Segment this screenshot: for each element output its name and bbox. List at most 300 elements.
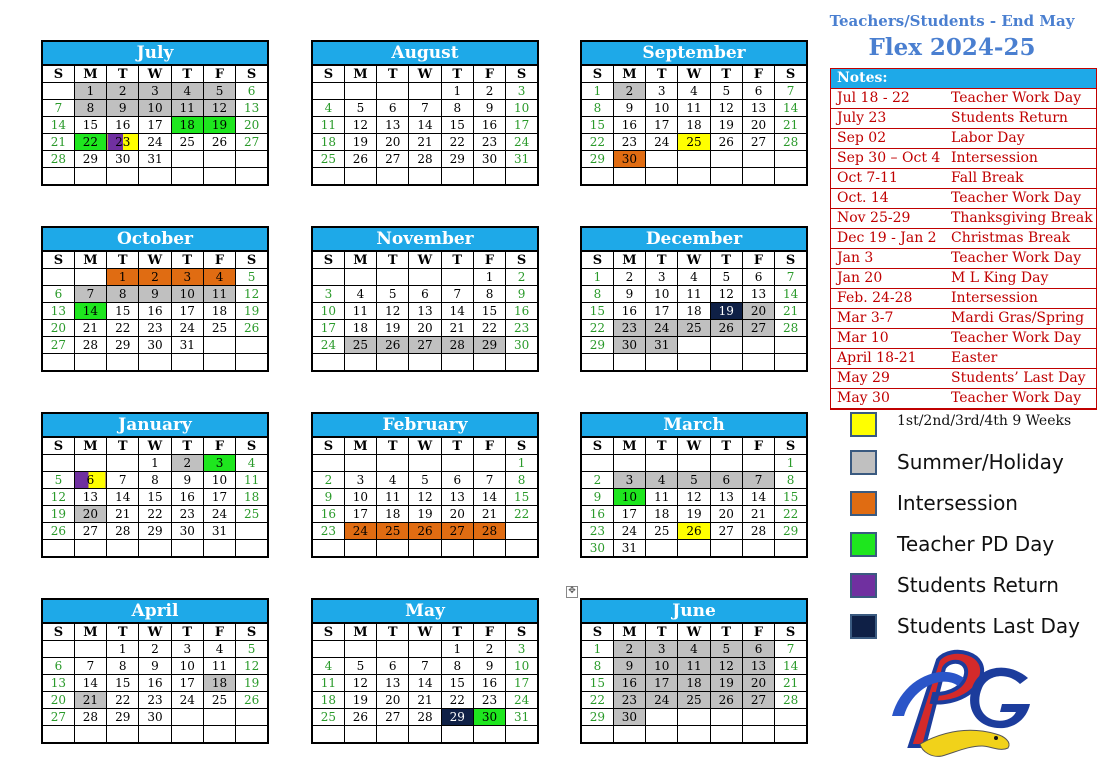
day-cell: 31 [646,337,678,354]
day-cell: 22 [74,134,106,151]
day-cell [107,168,139,186]
day-cell [441,540,473,558]
day-cell: 14 [74,675,106,692]
day-cell: 19 [710,117,742,134]
day-cell: 21 [107,506,139,523]
day-cell: 21 [473,506,505,523]
day-cell: 10 [646,100,678,117]
day-cell: 18 [678,675,710,692]
day-cell: 19 [377,320,409,337]
day-cell: 26 [344,709,376,726]
notes-row [831,369,1096,389]
day-cell: 22 [441,692,473,709]
day-cell: 5 [42,472,74,489]
day-cell [377,455,409,472]
day-cell [581,168,613,186]
weekday-header: M [74,251,106,269]
day-cell: 20 [742,117,774,134]
notes-event: Intersession [951,149,1096,169]
day-cell: 28 [107,523,139,540]
day-cell: 28 [74,709,106,726]
day-cell: 31 [506,151,538,168]
day-cell: 17 [613,506,645,523]
weekday-header: S [506,251,538,269]
weekday-header: S [236,623,268,641]
weekday-header: T [171,623,203,641]
day-cell: 11 [377,489,409,506]
notes-date: July 23 [831,109,951,129]
weekday-header: S [236,437,268,455]
day-cell [473,455,505,472]
day-cell: 3 [312,286,344,303]
legend-item [850,614,1095,642]
day-cell [678,337,710,354]
month-title: August [312,41,538,65]
day-cell [742,455,774,472]
day-cell: 13 [74,489,106,506]
day-cell: 1 [441,83,473,100]
weekday-header: T [377,623,409,641]
day-cell: 20 [74,506,106,523]
day-cell: 8 [506,472,538,489]
notes-date: Oct 7-11 [831,169,951,189]
weekday-header: T [441,251,473,269]
weekday-header: W [678,623,710,641]
weekday-header: T [377,65,409,83]
day-cell: 10 [506,658,538,675]
notes-row [831,249,1096,269]
day-cell [775,354,807,372]
weekday-header: S [581,437,613,455]
day-cell: 28 [775,320,807,337]
day-cell [710,726,742,744]
day-cell: 22 [506,506,538,523]
day-cell: 13 [377,117,409,134]
day-cell: 13 [409,303,441,320]
day-cell: 6 [742,83,774,100]
day-cell: 10 [312,303,344,320]
weekday-header: S [581,251,613,269]
day-cell: 11 [678,100,710,117]
weekday-header: S [312,65,344,83]
day-cell: 18 [171,117,203,134]
day-cell: 14 [42,117,74,134]
day-cell [506,354,538,372]
day-cell: 9 [506,286,538,303]
weekday-header: T [441,65,473,83]
day-cell: 26 [710,692,742,709]
day-cell: 21 [441,320,473,337]
day-cell: 26 [236,692,268,709]
day-cell [344,641,376,658]
day-cell [236,151,268,168]
notes-row [831,389,1096,409]
month-july [41,40,269,186]
weekday-header: T [710,65,742,83]
day-cell: 6 [74,472,106,489]
day-cell [506,168,538,186]
notes-date: April 18-21 [831,349,951,369]
legend-swatch [850,450,877,475]
day-cell: 23 [613,134,645,151]
day-cell: 24 [506,134,538,151]
day-cell: 5 [344,658,376,675]
day-cell: 8 [139,472,171,489]
day-cell [107,354,139,372]
day-cell [409,269,441,286]
day-cell [203,168,235,186]
day-cell: 4 [678,641,710,658]
weekday-header: S [775,65,807,83]
day-cell: 25 [344,337,376,354]
day-cell: 25 [678,692,710,709]
day-cell: 2 [613,83,645,100]
day-cell [312,726,344,744]
day-cell: 18 [203,675,235,692]
day-cell [377,269,409,286]
day-cell: 26 [344,151,376,168]
day-cell: 7 [409,100,441,117]
notes-date: Mar 10 [831,329,951,349]
day-cell: 17 [506,675,538,692]
day-cell: 30 [506,337,538,354]
day-cell: 5 [678,472,710,489]
day-cell: 23 [506,320,538,337]
day-cell: 27 [710,523,742,540]
day-cell: 22 [581,320,613,337]
day-cell [678,540,710,558]
day-cell: 14 [74,303,106,320]
notes-row [831,189,1096,209]
day-cell: 29 [139,523,171,540]
weekday-header: T [107,65,139,83]
day-cell: 12 [344,675,376,692]
legend-item [850,573,1095,601]
weekday-header: S [42,437,74,455]
day-cell: 23 [581,523,613,540]
day-cell: 30 [473,709,505,726]
day-cell: 29 [441,709,473,726]
day-cell: 15 [74,117,106,134]
day-cell: 3 [613,472,645,489]
day-cell [139,540,171,558]
weekday-header: T [710,437,742,455]
day-cell [710,354,742,372]
month-title: November [312,227,538,251]
day-cell [742,168,774,186]
weekday-header: W [139,251,171,269]
day-cell: 25 [377,523,409,540]
day-cell: 6 [377,100,409,117]
day-cell: 7 [107,472,139,489]
day-cell: 25 [678,134,710,151]
legend-label: Intersession [897,491,1018,515]
weekday-header: S [312,437,344,455]
day-cell: 26 [236,320,268,337]
weekday-header: F [742,437,774,455]
day-cell: 10 [646,286,678,303]
day-cell: 2 [139,641,171,658]
day-cell: 6 [236,83,268,100]
calendar-title: Flex 2024-25 [868,34,1036,61]
day-cell [42,269,74,286]
notes-header: Notes: [831,69,1096,89]
weekday-header: F [473,623,505,641]
month-title: February [312,413,538,437]
day-cell: 10 [506,100,538,117]
day-cell [678,354,710,372]
day-cell: 7 [409,658,441,675]
legend-label: 1st/2nd/3rd/4th 9 Weeks [897,413,1072,429]
month-title: April [42,599,268,623]
day-cell: 8 [74,100,106,117]
day-cell: 11 [678,658,710,675]
day-cell: 17 [171,303,203,320]
day-cell: 4 [678,269,710,286]
month-title: October [42,227,268,251]
day-cell [74,269,106,286]
day-cell: 21 [775,303,807,320]
day-cell [678,455,710,472]
day-cell: 28 [473,523,505,540]
day-cell [409,540,441,558]
day-cell: 15 [775,489,807,506]
day-cell: 25 [236,506,268,523]
day-cell: 16 [171,489,203,506]
day-cell: 4 [203,269,235,286]
day-cell: 15 [441,117,473,134]
day-cell: 2 [473,641,505,658]
notes-event: Students’ Last Day [951,369,1096,389]
day-cell: 26 [710,134,742,151]
day-cell: 19 [344,134,376,151]
day-cell [171,540,203,558]
day-cell [646,151,678,168]
day-cell [742,709,774,726]
day-cell: 3 [646,641,678,658]
day-cell: 20 [42,320,74,337]
day-cell: 22 [139,506,171,523]
day-cell: 16 [473,117,505,134]
day-cell [710,709,742,726]
day-cell [775,151,807,168]
day-cell: 21 [74,692,106,709]
calendar-subtitle: Teachers/Students - End May [829,12,1075,30]
weekday-header: T [107,623,139,641]
day-cell: 1 [107,641,139,658]
day-cell: 4 [236,455,268,472]
day-cell: 8 [107,286,139,303]
day-cell [344,540,376,558]
month-title: June [581,599,807,623]
day-cell: 28 [74,337,106,354]
day-cell: 27 [742,320,774,337]
day-cell: 27 [42,709,74,726]
day-cell [581,354,613,372]
day-cell: 3 [506,83,538,100]
day-cell [139,726,171,744]
day-cell: 12 [42,489,74,506]
day-cell: 30 [139,709,171,726]
day-cell: 2 [312,472,344,489]
day-cell: 30 [107,151,139,168]
month-january [41,412,269,558]
day-cell: 30 [581,540,613,558]
day-cell: 17 [646,303,678,320]
day-cell: 26 [42,523,74,540]
day-cell: 5 [710,83,742,100]
notes-date: Mar 3-7 [831,309,951,329]
day-cell [203,337,235,354]
day-cell [646,354,678,372]
notes-date: Jan 20 [831,269,951,289]
day-cell: 9 [312,489,344,506]
day-cell [473,168,505,186]
day-cell: 10 [171,286,203,303]
day-cell: 18 [312,134,344,151]
day-cell: 15 [581,675,613,692]
day-cell [377,83,409,100]
day-cell: 17 [312,320,344,337]
weekday-header: S [775,437,807,455]
day-cell: 14 [107,489,139,506]
day-cell [377,540,409,558]
day-cell: 7 [742,472,774,489]
day-cell: 25 [171,134,203,151]
notes-row [831,129,1096,149]
day-cell: 26 [377,337,409,354]
day-cell: 8 [473,286,505,303]
day-cell: 28 [409,151,441,168]
day-cell: 15 [139,489,171,506]
day-cell [742,354,774,372]
day-cell: 3 [139,83,171,100]
notes-event: Students Return [951,109,1096,129]
day-cell: 2 [581,472,613,489]
weekday-header: W [139,437,171,455]
day-cell [236,540,268,558]
day-cell: 19 [710,675,742,692]
day-cell: 12 [710,658,742,675]
day-cell: 15 [473,303,505,320]
day-cell [646,726,678,744]
day-cell: 2 [506,269,538,286]
day-cell: 17 [344,506,376,523]
day-cell: 24 [344,523,376,540]
notes-event: Christmas Break [951,229,1096,249]
day-cell: 3 [203,455,235,472]
day-cell: 31 [203,523,235,540]
notes-event: Easter [951,349,1096,369]
day-cell: 22 [581,134,613,151]
day-cell: 13 [441,489,473,506]
legend-swatch [850,491,877,516]
table-anchor-icon[interactable]: ✥ [566,586,578,598]
notes-event: Teacher Work Day [951,249,1096,269]
day-cell: 11 [171,100,203,117]
day-cell: 1 [74,83,106,100]
weekday-header: F [203,437,235,455]
day-cell: 2 [107,83,139,100]
day-cell [74,726,106,744]
day-cell: 4 [678,83,710,100]
month-october [41,226,269,372]
day-cell [236,709,268,726]
notes-date: Oct. 14 [831,189,951,209]
day-cell: 5 [409,472,441,489]
day-cell: 19 [678,506,710,523]
day-cell: 24 [203,506,235,523]
day-cell: 9 [613,100,645,117]
notes-row [831,329,1096,349]
day-cell: 16 [613,303,645,320]
legend-item [850,532,1095,560]
weekday-header: S [42,251,74,269]
legend-label: Students Last Day [897,614,1081,638]
day-cell [171,726,203,744]
day-cell [678,709,710,726]
day-cell: 23 [473,692,505,709]
notes-row [831,349,1096,369]
day-cell: 30 [613,337,645,354]
day-cell: 21 [42,134,74,151]
weekday-header: S [236,65,268,83]
legend-swatch [850,532,877,557]
weekday-header: W [678,251,710,269]
day-cell: 10 [344,489,376,506]
day-cell: 30 [171,523,203,540]
notes-event: Teacher Work Day [951,189,1096,209]
day-cell [646,455,678,472]
day-cell: 4 [646,472,678,489]
day-cell [171,709,203,726]
day-cell: 29 [441,151,473,168]
weekday-header: M [344,437,376,455]
day-cell [312,540,344,558]
day-cell: 1 [473,269,505,286]
weekday-header: F [473,437,505,455]
day-cell: 13 [236,100,268,117]
notes-row [831,89,1096,109]
day-cell: 9 [107,100,139,117]
day-cell: 20 [409,320,441,337]
day-cell [236,726,268,744]
day-cell: 6 [441,472,473,489]
day-cell: 21 [74,320,106,337]
day-cell [409,83,441,100]
day-cell: 16 [506,303,538,320]
notes-row [831,169,1096,189]
weekday-header: S [506,623,538,641]
day-cell: 8 [581,100,613,117]
day-cell [74,455,106,472]
day-cell: 13 [42,303,74,320]
day-cell: 16 [107,117,139,134]
notes-event: Teacher Work Day [951,329,1096,349]
day-cell [107,726,139,744]
day-cell: 18 [678,117,710,134]
day-cell: 8 [441,100,473,117]
day-cell: 7 [42,100,74,117]
notes-event: M L King Day [951,269,1096,289]
day-cell: 22 [441,134,473,151]
day-cell: 1 [775,455,807,472]
day-cell [312,83,344,100]
day-cell [74,168,106,186]
day-cell [646,168,678,186]
day-cell: 20 [42,692,74,709]
day-cell [236,337,268,354]
